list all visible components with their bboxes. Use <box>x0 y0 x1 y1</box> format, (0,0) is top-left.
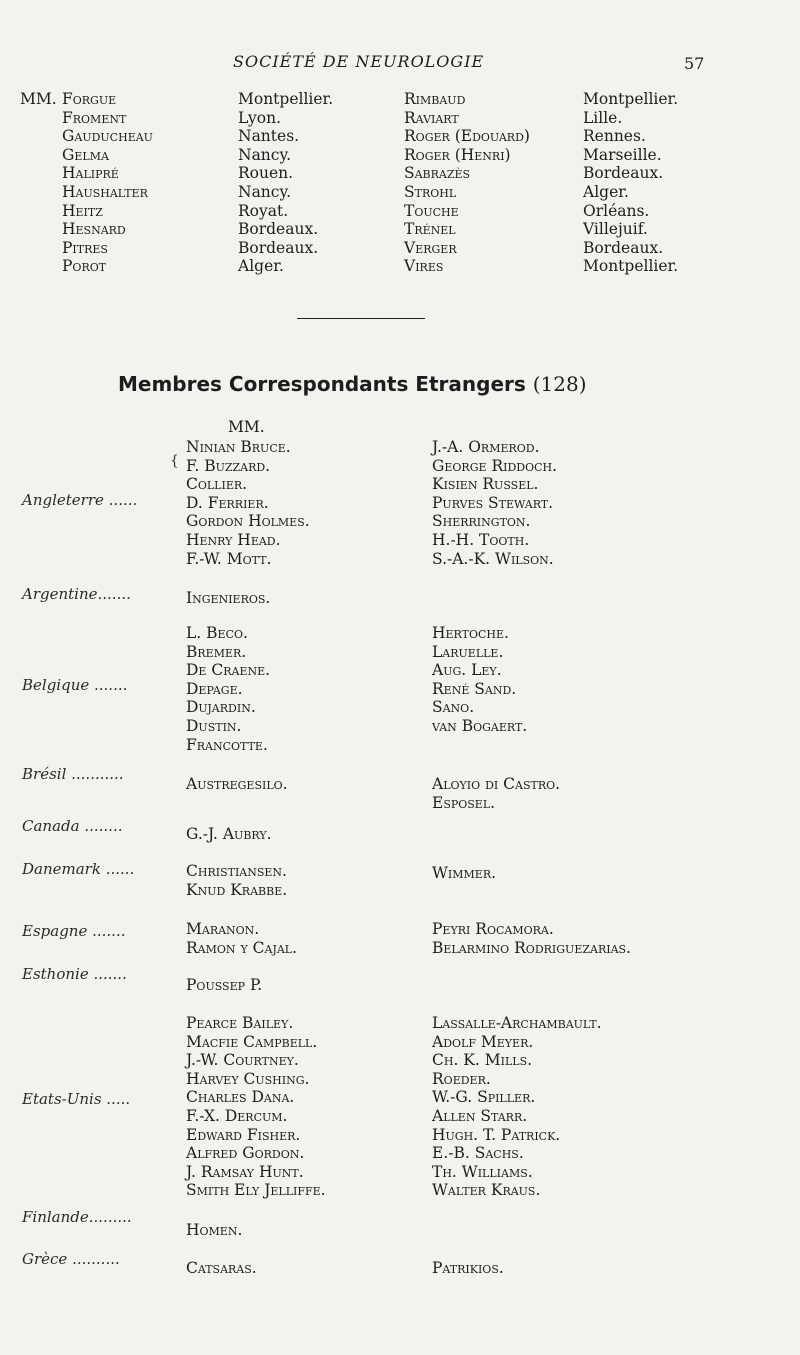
member-name: S.-A.-K. Wilson. <box>432 549 554 568</box>
section-title <box>118 372 587 396</box>
member-name: Laruelle. <box>432 642 504 661</box>
member-name: Maranon. <box>186 920 260 938</box>
member-name: Pitres <box>62 238 108 257</box>
member-name: René Sand. <box>432 679 517 698</box>
member-name: Trénel <box>404 220 456 239</box>
member-name: Gelma <box>62 145 109 164</box>
member-city: Lyon. <box>238 108 282 127</box>
top-col1-names <box>62 90 153 276</box>
brace: { <box>170 453 179 469</box>
argentine-left <box>186 589 270 608</box>
member-name: Haushalter <box>62 182 148 201</box>
member-city: Rouen. <box>238 164 294 183</box>
member-name: Sabrazès <box>404 164 471 183</box>
member-name: Edward Fisher. <box>186 1125 301 1144</box>
member-name: Ramon y Cajal. <box>186 938 298 957</box>
mm-prefix: MM. <box>20 90 57 108</box>
member-name: Gordon Holmes. <box>186 512 310 531</box>
member-city: Villejuif. <box>583 220 648 239</box>
angleterre-right <box>432 438 557 568</box>
member-name: Th. Williams. <box>432 1162 533 1181</box>
member-name: Gauducheau <box>62 127 153 146</box>
country-finlande: Finlande......... <box>22 1208 132 1226</box>
member-name: Kisien Russel. <box>432 475 539 494</box>
member-name: Homen. <box>186 1221 243 1239</box>
member-name: Roger (Edouard) <box>404 127 530 146</box>
country-bresil: Brésil ........... <box>22 765 124 783</box>
belgique-right <box>432 624 527 736</box>
top-col1-cities <box>238 90 333 276</box>
member-name: Harvey Cushing. <box>186 1069 310 1088</box>
member-city: Alger. <box>238 257 284 276</box>
member-name: Vires <box>404 257 444 276</box>
member-name: G.-J. Aubry. <box>186 825 272 843</box>
country-grece: Grèce .......... <box>22 1250 120 1268</box>
member-name: Touche <box>404 201 459 220</box>
member-name: Patrikios. <box>432 1259 504 1277</box>
member-name: Ingenieros. <box>186 589 271 607</box>
member-name: Porot <box>62 257 107 276</box>
member-name: Roeder. <box>432 1069 491 1088</box>
member-name: De Craene. <box>186 661 271 680</box>
country-argentine: Argentine....... <box>22 585 131 603</box>
member-city: Orléans. <box>583 201 650 220</box>
running-header: SOCIÉTÉ DE NEUROLOGIE <box>233 52 485 71</box>
country-etats-unis: Etats-Unis ..... <box>22 1090 131 1108</box>
member-city: Lille. <box>583 108 623 127</box>
country-espagne: Espagne ....... <box>22 922 126 940</box>
member-name: W.-G. Spiller. <box>432 1088 536 1107</box>
top-col2-names <box>404 90 530 276</box>
member-name: Ninian Bruce. <box>186 438 291 456</box>
member-city: Royat. <box>238 201 289 220</box>
member-name: Dustin. <box>186 716 242 735</box>
member-name: Francotte. <box>186 735 268 754</box>
member-name: Alfred Gordon. <box>186 1144 305 1163</box>
member-city: Montpellier. <box>238 90 334 108</box>
member-name: Froment <box>62 108 127 127</box>
finlande-left <box>186 1221 242 1240</box>
member-name: George Riddoch. <box>432 456 558 475</box>
member-name: E.-B. Sachs. <box>432 1144 524 1163</box>
member-name: Depage. <box>186 679 243 698</box>
member-city: Nantes. <box>238 127 300 146</box>
member-city: Bordeaux. <box>583 238 664 257</box>
member-name: Walter Kraus. <box>432 1181 541 1200</box>
country-canada: Canada ........ <box>22 817 123 835</box>
belgique-left <box>186 624 270 754</box>
member-name: D. Ferrier. <box>186 493 269 512</box>
member-city: Montpellier. <box>583 90 679 108</box>
member-name: F.-W. Mott. <box>186 549 272 568</box>
member-name: Hugh. T. Patrick. <box>432 1125 561 1144</box>
member-name: Hertoche. <box>432 624 509 642</box>
section-title-text: Membres Correspondants Etrangers <box>118 372 526 396</box>
section-divider <box>297 318 425 319</box>
member-name: Aug. Ley. <box>432 661 502 680</box>
country-danemark: Danemark ...... <box>22 860 135 878</box>
member-name: F. Buzzard. <box>186 456 271 475</box>
grece-left <box>186 1259 257 1278</box>
member-name: H.-H. Tooth. <box>432 530 530 549</box>
member-name: Ch. K. Mills. <box>432 1051 533 1070</box>
member-name: Christiansen. <box>186 862 287 880</box>
esthonie-left <box>186 976 262 995</box>
top-col2-cities <box>583 90 678 276</box>
page-number: 57 <box>684 54 705 73</box>
member-name: Strohl <box>404 182 457 201</box>
member-name: Sano. <box>432 698 475 717</box>
member-name: van Bogaert. <box>432 716 528 735</box>
member-name: Henry Head. <box>186 530 281 549</box>
member-name: Knud Krabbe. <box>186 880 288 899</box>
member-city: Bordeaux. <box>583 164 664 183</box>
member-city: Marseille. <box>583 145 662 164</box>
grece-right <box>432 1259 504 1278</box>
country-esthonie: Esthonie ....... <box>22 965 127 983</box>
member-city: Alger. <box>583 182 629 201</box>
member-name: Macfie Campbell. <box>186 1032 318 1051</box>
member-name: Bremer. <box>186 642 247 661</box>
member-name: Adolf Meyer. <box>432 1032 534 1051</box>
member-name: Rimbaud <box>404 90 466 108</box>
member-name: Sherrington. <box>432 512 531 531</box>
member-name: Raviart <box>404 108 459 127</box>
member-name: Belarmino Rodriguezarias. <box>432 938 631 957</box>
member-name: Roger (Henri) <box>404 145 511 164</box>
member-name: Esposel. <box>432 793 496 812</box>
member-name: Wimmer. <box>432 864 497 882</box>
member-name: Charles Dana. <box>186 1088 295 1107</box>
member-name: Poussep P. <box>186 976 263 994</box>
bresil-left <box>186 775 288 794</box>
member-name: Heitz <box>62 201 103 220</box>
bresil-right <box>432 775 560 812</box>
member-name: Lassalle-Archambault. <box>432 1014 602 1032</box>
member-city: Bordeaux. <box>238 238 319 257</box>
member-name: F.-X. Dercum. <box>186 1106 288 1125</box>
country-angleterre: Angleterre ...... <box>22 491 138 509</box>
member-name: J.-W. Courtney. <box>186 1051 299 1070</box>
member-name: Forgue <box>62 90 117 108</box>
member-name: Collier. <box>186 475 248 494</box>
angleterre-left <box>186 438 310 568</box>
danemark-left <box>186 862 287 899</box>
section-mm: MM. <box>228 418 265 436</box>
member-name: Halipré <box>62 164 119 183</box>
member-name: Peyri Rocamora. <box>432 920 554 938</box>
section-count: (128) <box>532 372 587 396</box>
member-city: Montpellier. <box>583 257 679 276</box>
etats-unis-right <box>432 1014 602 1200</box>
member-city: Rennes. <box>583 127 646 146</box>
danemark-right <box>432 864 496 883</box>
country-belgique: Belgique ....... <box>22 676 128 694</box>
member-city: Nancy. <box>238 182 292 201</box>
canada-left <box>186 825 272 844</box>
member-name: Purves Stewart. <box>432 493 554 512</box>
member-name: Allen Starr. <box>432 1106 528 1125</box>
member-name: Pearce Bailey. <box>186 1014 294 1032</box>
member-name: Austregesilo. <box>186 775 288 793</box>
member-city: Nancy. <box>238 145 292 164</box>
member-name: Verger <box>404 238 457 257</box>
member-name: Catsaras. <box>186 1259 257 1277</box>
espagne-left <box>186 920 297 957</box>
member-name: L. Beco. <box>186 624 248 642</box>
member-city: Bordeaux. <box>238 220 319 239</box>
etats-unis-left <box>186 1014 326 1200</box>
member-name: Aloyio di Castro. <box>432 775 561 793</box>
member-name: J. Ramsay Hunt. <box>186 1162 304 1181</box>
member-name: Smith Ely Jelliffe. <box>186 1181 326 1200</box>
member-name: Hesnard <box>62 220 126 239</box>
member-name: Dujardin. <box>186 698 256 717</box>
espagne-right <box>432 920 631 957</box>
member-name: J.-A. Ormerod. <box>432 438 540 456</box>
